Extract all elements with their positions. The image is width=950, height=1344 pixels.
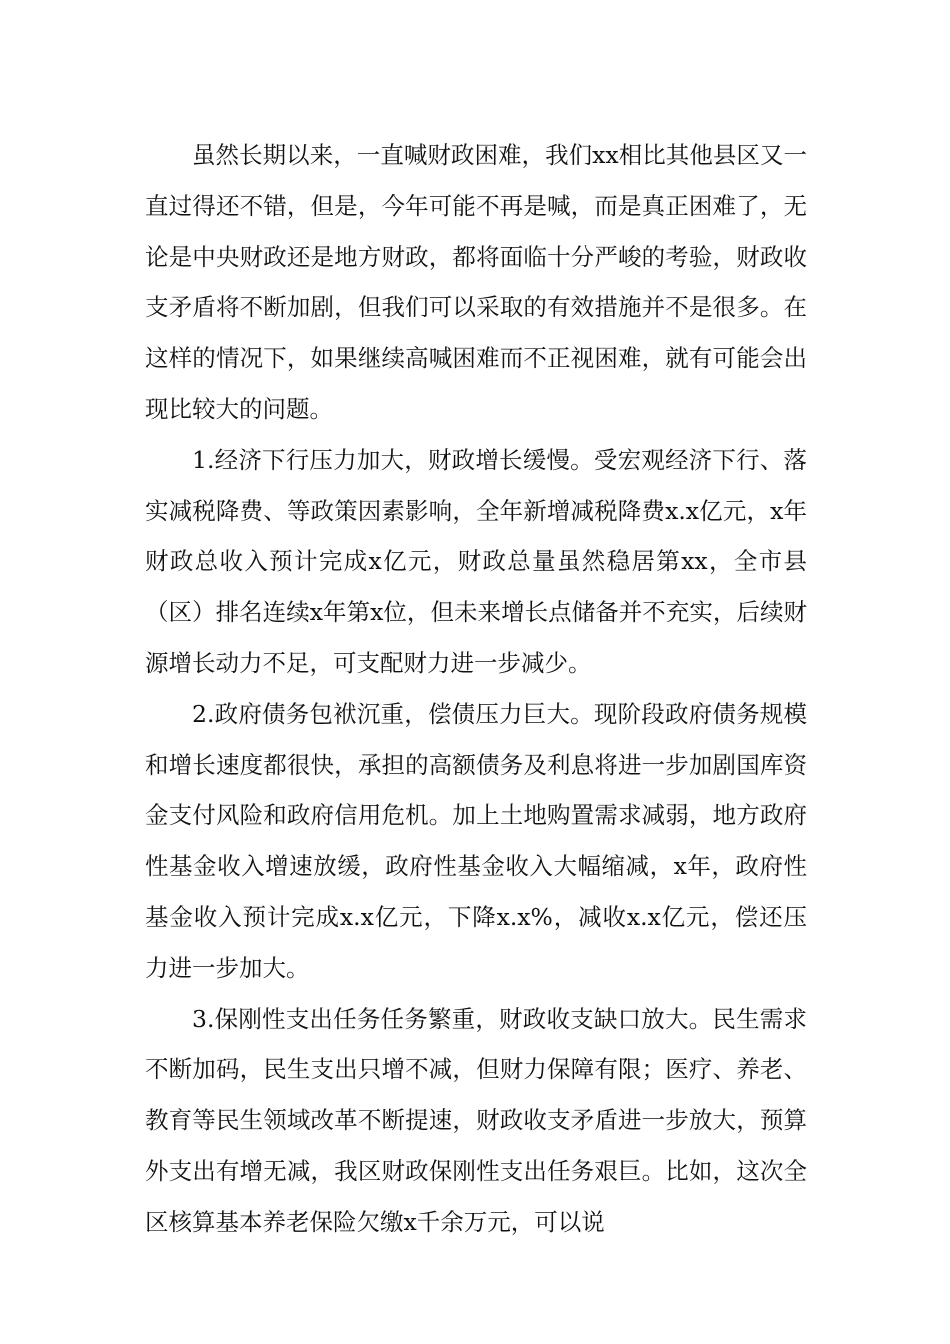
- document-body: [145, 130, 807, 1248]
- paragraph-item-1: 1.经济下行压力加大，财政增长缓慢。受宏观经济下行、落实减税降费、等政策因素影响，全年新增减税降费x.x亿元，x年财政总收入预计完成x亿元，财政总量虽然稳居第xx，全市县（区）排名连续x年第x位，但未来增长点储备并不充实，后续财源增长动力不足，可支配财力进一步减少。: [145, 445, 807, 677]
- paragraph-intro: 虽然长期以来，一直喊财政困难，我们xx相比其他县区又一直过得还不错，但是，今年可能不再是喊，而是真正困难了，无论是中央财政还是地方财政，都将面临十分严峻的考验，财政收支矛盾将不断加剧，但我们可以采取的有效措施并不是很多。在这样的情况下，如果继续高喊困难而不正视困难，就有可能会出现比较大的问题。: [145, 141, 807, 423]
- paragraph-item-2: 2.政府债务包袱沉重，偿债压力巨大。现阶段政府债务规模和增长速度都很快，承担的高额债务及利息将进一步加剧国库资金支付风险和政府信用危机。加上土地购置需求减弱，地方政府性基金收入增速放缓，政府性基金收入大幅缩减，x年，政府性基金收入预计完成x.x亿元，下降x.x%，减收x.x亿元，偿还压力进一步加大。: [145, 699, 807, 982]
- paragraph-item-3: 3.保刚性支出任务任务繁重，财政收支缺口放大。民生需求不断加码，民生支出只增不减，但财力保障有限；医疗、养老、教育等民生领域改革不断提速，财政收支矛盾进一步放大，预算外支出有增无减，我区财政保刚性支出任务艰巨。比如，这次全区核算基本养老保险欠缴x千余万元，可以说: [145, 1004, 807, 1236]
